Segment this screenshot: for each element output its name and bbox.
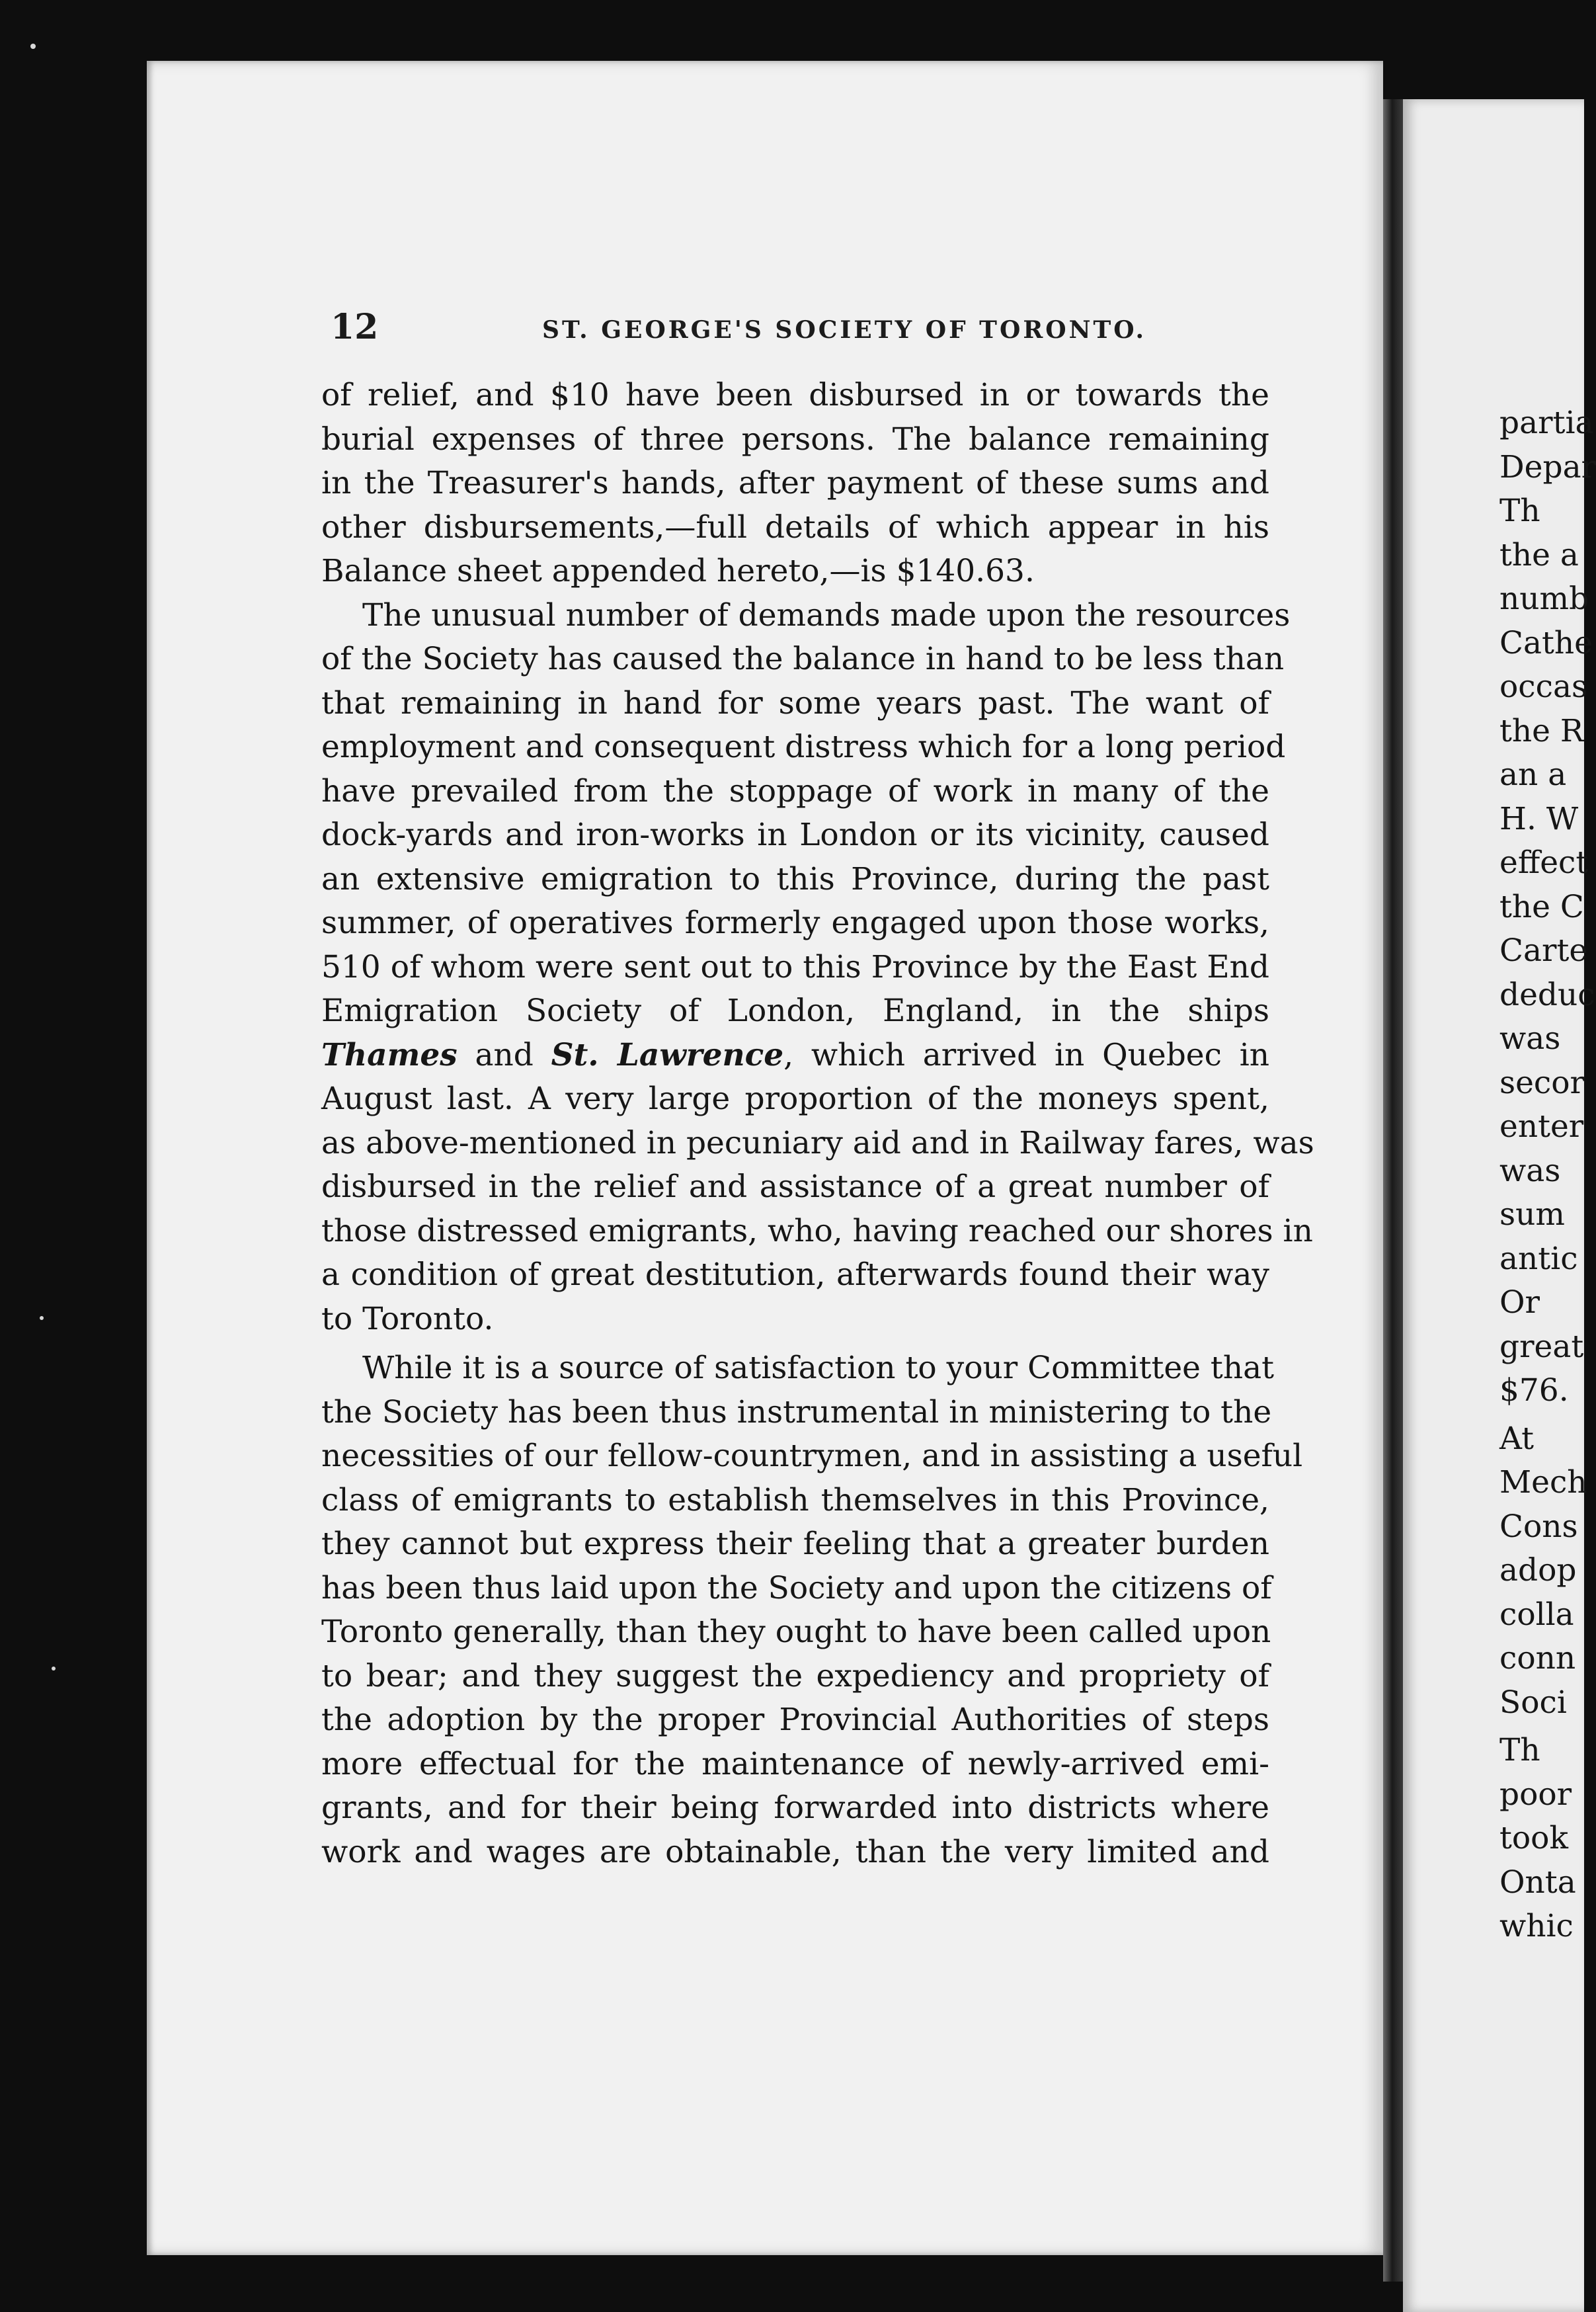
text-line: employment and consequent distress which for a long period bbox=[321, 729, 1286, 765]
facing-line: took bbox=[1499, 1820, 1568, 1856]
text-line: other disbursements,—full details of which appear in his bbox=[321, 509, 1269, 546]
text-line: in the Treasurer's hands, after payment of these sums and bbox=[321, 465, 1269, 501]
text-line: disbursed in the relief and assistance of a great number of bbox=[321, 1169, 1269, 1205]
facing-line: was bbox=[1499, 1152, 1561, 1189]
facing-line: Cathe bbox=[1499, 624, 1593, 661]
facing-line: secor bbox=[1499, 1064, 1585, 1101]
text-line: a condition of great destitution, afterwards found their way bbox=[321, 1257, 1269, 1293]
page-number: 12 bbox=[331, 307, 379, 347]
book-gutter bbox=[1383, 99, 1403, 2282]
facing-line: Mech bbox=[1499, 1464, 1587, 1501]
facing-line: conn bbox=[1499, 1640, 1576, 1676]
text-line: those distressed emigrants, who, having reached our shores in bbox=[321, 1212, 1313, 1249]
facing-line: sum bbox=[1499, 1196, 1565, 1233]
text-line: to bear; and they suggest the expediency and propriety of bbox=[321, 1657, 1269, 1694]
text-line: The unusual number of demands made upon the resources bbox=[362, 597, 1291, 634]
facing-line: antic bbox=[1499, 1240, 1578, 1277]
text-line: the adoption by the proper Provincial Authorities of steps bbox=[321, 1702, 1269, 1738]
paragraph-gap bbox=[321, 1341, 1269, 1346]
facing-line: occas bbox=[1499, 669, 1588, 705]
facing-line: Or bbox=[1499, 1284, 1540, 1321]
ship-name: St. Lawrence bbox=[551, 1036, 784, 1073]
facing-line: Depar bbox=[1499, 448, 1596, 485]
running-title: ST. GEORGE'S SOCIETY OF TORONTO. bbox=[542, 316, 1147, 344]
facing-line: effect bbox=[1499, 845, 1589, 881]
text-line: they cannot but express their feeling that a greater burden bbox=[321, 1526, 1269, 1562]
facing-page-text bbox=[1499, 401, 1596, 1949]
text-line: summer, of operatives formerly engaged upon those works, bbox=[321, 905, 1269, 941]
facing-line: Cons bbox=[1499, 1508, 1578, 1545]
facing-line: the C bbox=[1499, 888, 1584, 925]
text-line: 510 of whom were sent out to this Province by the East End bbox=[321, 948, 1269, 985]
body-text bbox=[321, 374, 1314, 1874]
text-line-ships bbox=[321, 1034, 1269, 1078]
text-line: dock-yards and iron-works in London or its vicinity, caused bbox=[321, 817, 1269, 853]
facing-line: numb bbox=[1499, 581, 1589, 617]
text-line: has been thus laid upon the Society and upon the citizens of bbox=[321, 1569, 1272, 1606]
facing-line: Th bbox=[1499, 493, 1540, 529]
facing-line: At bbox=[1499, 1420, 1535, 1457]
text-line: Emigration Society of London, England, in the ships bbox=[321, 993, 1269, 1029]
text-line: an extensive emigration to this Province, during the past bbox=[321, 860, 1269, 897]
facing-line: H. W bbox=[1499, 800, 1579, 837]
text-line: of the Society has caused the balance in hand to be less than bbox=[321, 641, 1285, 677]
facing-line: the a bbox=[1499, 536, 1579, 573]
facing-line: enter bbox=[1499, 1108, 1584, 1145]
facing-line: partia bbox=[1499, 405, 1594, 441]
facing-line: deduc bbox=[1499, 976, 1595, 1013]
dust-speck bbox=[30, 44, 36, 49]
text-line: grants, and for their being forwarded into districts where bbox=[321, 1790, 1269, 1826]
text-line: burial expenses of three persons. The balance remaining bbox=[321, 421, 1269, 458]
facing-line: was bbox=[1499, 1020, 1561, 1057]
text-line: to Toronto. bbox=[321, 1300, 494, 1337]
text-line: August last. A very large proportion of the moneys spent, bbox=[321, 1081, 1269, 1117]
text-line: have prevailed from the stoppage of work in many of the bbox=[321, 772, 1269, 809]
text-line: more effectual for the maintenance of newly-arrived emi- bbox=[321, 1745, 1269, 1782]
facing-line: adop bbox=[1499, 1552, 1577, 1589]
text-line: necessities of our fellow-countrymen, and in assisting a useful bbox=[321, 1438, 1303, 1474]
ship-name: Thames bbox=[321, 1036, 458, 1073]
text-line: work and wages are obtainable, than the very limited and bbox=[321, 1833, 1269, 1870]
facing-line: whic bbox=[1499, 1908, 1574, 1944]
text-line: class of emigrants to establish themselves in this Province, bbox=[321, 1481, 1269, 1518]
text-line: While it is a source of satisfaction to your Committee that bbox=[362, 1350, 1274, 1386]
text-line: Toronto generally, than they ought to have been called upon bbox=[321, 1614, 1271, 1650]
text-line: as above-mentioned in pecuniary aid and in Railway fares, was bbox=[321, 1124, 1314, 1161]
running-head bbox=[331, 307, 1309, 347]
text-line: Balance sheet appended hereto,—is $140.63. bbox=[321, 553, 1035, 589]
facing-line: poor bbox=[1499, 1776, 1572, 1813]
dust-speck bbox=[40, 1316, 44, 1320]
facing-line: great bbox=[1499, 1328, 1584, 1365]
text-fragment: , which arrived in Quebec in bbox=[783, 1036, 1269, 1073]
facing-line: Onta bbox=[1499, 1864, 1576, 1901]
text-line: the Society has been thus instrumental in ministering to the bbox=[321, 1393, 1272, 1430]
facing-line: $76. bbox=[1499, 1372, 1569, 1409]
text-fragment: and bbox=[457, 1036, 551, 1073]
facing-line: colla bbox=[1499, 1596, 1574, 1633]
facing-line: Soci bbox=[1499, 1684, 1567, 1721]
facing-line: the R bbox=[1499, 712, 1584, 749]
dust-speck bbox=[52, 1667, 56, 1671]
facing-line: an a bbox=[1499, 757, 1567, 793]
text-line: of relief, and $10 have been disbursed in or towards the bbox=[321, 377, 1269, 413]
facing-line: Th bbox=[1499, 1732, 1540, 1768]
facing-line: Carte bbox=[1499, 932, 1588, 969]
text-line: that remaining in hand for some years past. The want of bbox=[321, 684, 1269, 722]
